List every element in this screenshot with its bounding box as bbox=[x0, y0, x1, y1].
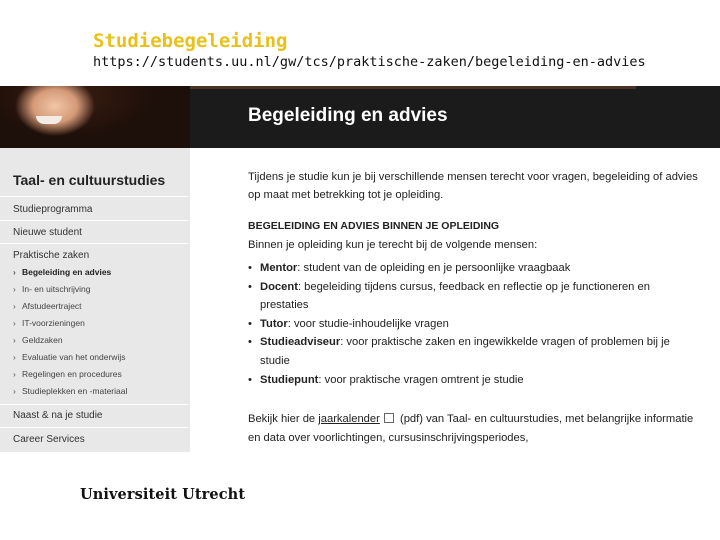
contacts-list bbox=[248, 259, 698, 389]
chevron-right-icon: › bbox=[13, 267, 16, 277]
hero-photo bbox=[0, 86, 190, 148]
sidebar-nav bbox=[0, 148, 190, 452]
sidebar-item-studieprogramma[interactable]: Studieprogramma bbox=[13, 204, 93, 215]
sidebar-subitem-begeleiding[interactable]: › Begeleiding en advies bbox=[13, 267, 112, 277]
slide-url: https://students.uu.nl/gw/tcs/praktische-zaken/begeleiding-en-advies bbox=[93, 54, 646, 70]
chevron-right-icon: › bbox=[13, 386, 16, 396]
footer-text: Bekijk hier de jaarkalender (pdf) van Taal- en cultuurstudies, met belangrijke informatie en data over voorlichtingen, cursusinschrijvingsperiodes, bbox=[248, 413, 694, 444]
jaarkalender-link[interactable]: jaarkalender bbox=[318, 413, 380, 425]
intro-text: Tijdens je studie kun je bij verschillende mensen terecht voor vragen, begeleiding of advies op maat met betrekking tot je opleiding. bbox=[248, 171, 698, 201]
lead-text: Binnen je opleiding kun je terecht bij de volgende mensen: bbox=[248, 239, 538, 251]
list-item: • Mentor: student van de opleiding en je persoonlijke vraagbaak bbox=[248, 262, 571, 274]
section-heading: BEGELEIDING EN ADVIES BINNEN JE OPLEIDING bbox=[248, 220, 500, 232]
sidebar-subitem-studieplekken[interactable]: › Studieplekken en -materiaal bbox=[13, 386, 128, 396]
sidebar-subitem-regelingen[interactable]: › Regelingen en procedures bbox=[13, 369, 122, 379]
list-item: • Tutor: voor studie-inhoudelijke vragen bbox=[248, 317, 449, 330]
chevron-right-icon: › bbox=[13, 335, 16, 345]
sidebar-item-nieuwe-student[interactable]: Nieuwe student bbox=[13, 227, 82, 238]
chevron-right-icon: › bbox=[13, 369, 16, 379]
chevron-right-icon: › bbox=[13, 301, 16, 311]
chevron-right-icon: › bbox=[13, 284, 16, 294]
list-item: • Studiepunt: voor praktische vragen omtrent je studie bbox=[248, 373, 524, 386]
chevron-right-icon: › bbox=[13, 318, 16, 328]
website-screenshot bbox=[0, 86, 720, 452]
list-item: • Studieadviseur: voor praktische zaken en ingewikkelde vragen of problemen bij je studie bbox=[248, 336, 670, 367]
slide-title: Studiebegeleiding bbox=[93, 30, 288, 52]
page-heading: Begeleiding en advies bbox=[248, 105, 448, 126]
sidebar-item-career-services[interactable]: Career Services bbox=[13, 434, 85, 445]
sidebar-subitem-it-voorzieningen[interactable]: › IT-voorzieningen bbox=[13, 318, 85, 328]
sidebar-subitem-inschrijving[interactable]: › In- en uitschrijving bbox=[13, 284, 91, 294]
sidebar-subitem-evaluatie[interactable]: › Evaluatie van het onderwijs bbox=[13, 352, 126, 362]
list-item: • Docent: begeleiding tijdens cursus, feedback en reflectie op je functioneren en prestaties bbox=[248, 280, 650, 312]
university-logo: Universiteit Utrecht bbox=[80, 486, 246, 503]
sidebar-title[interactable]: Taal- en cultuurstudies bbox=[13, 172, 166, 188]
chevron-right-icon: › bbox=[13, 352, 16, 362]
sidebar-item-naast-na-studie[interactable]: Naast & na je studie bbox=[13, 410, 103, 421]
sidebar-item-praktische-zaken[interactable]: Praktische zaken bbox=[13, 250, 90, 261]
sidebar-subitem-geldzaken[interactable]: › Geldzaken bbox=[13, 335, 63, 345]
external-link-icon bbox=[384, 413, 394, 423]
sidebar-subitem-afstudeertraject[interactable]: › Afstudeertraject bbox=[13, 301, 82, 311]
